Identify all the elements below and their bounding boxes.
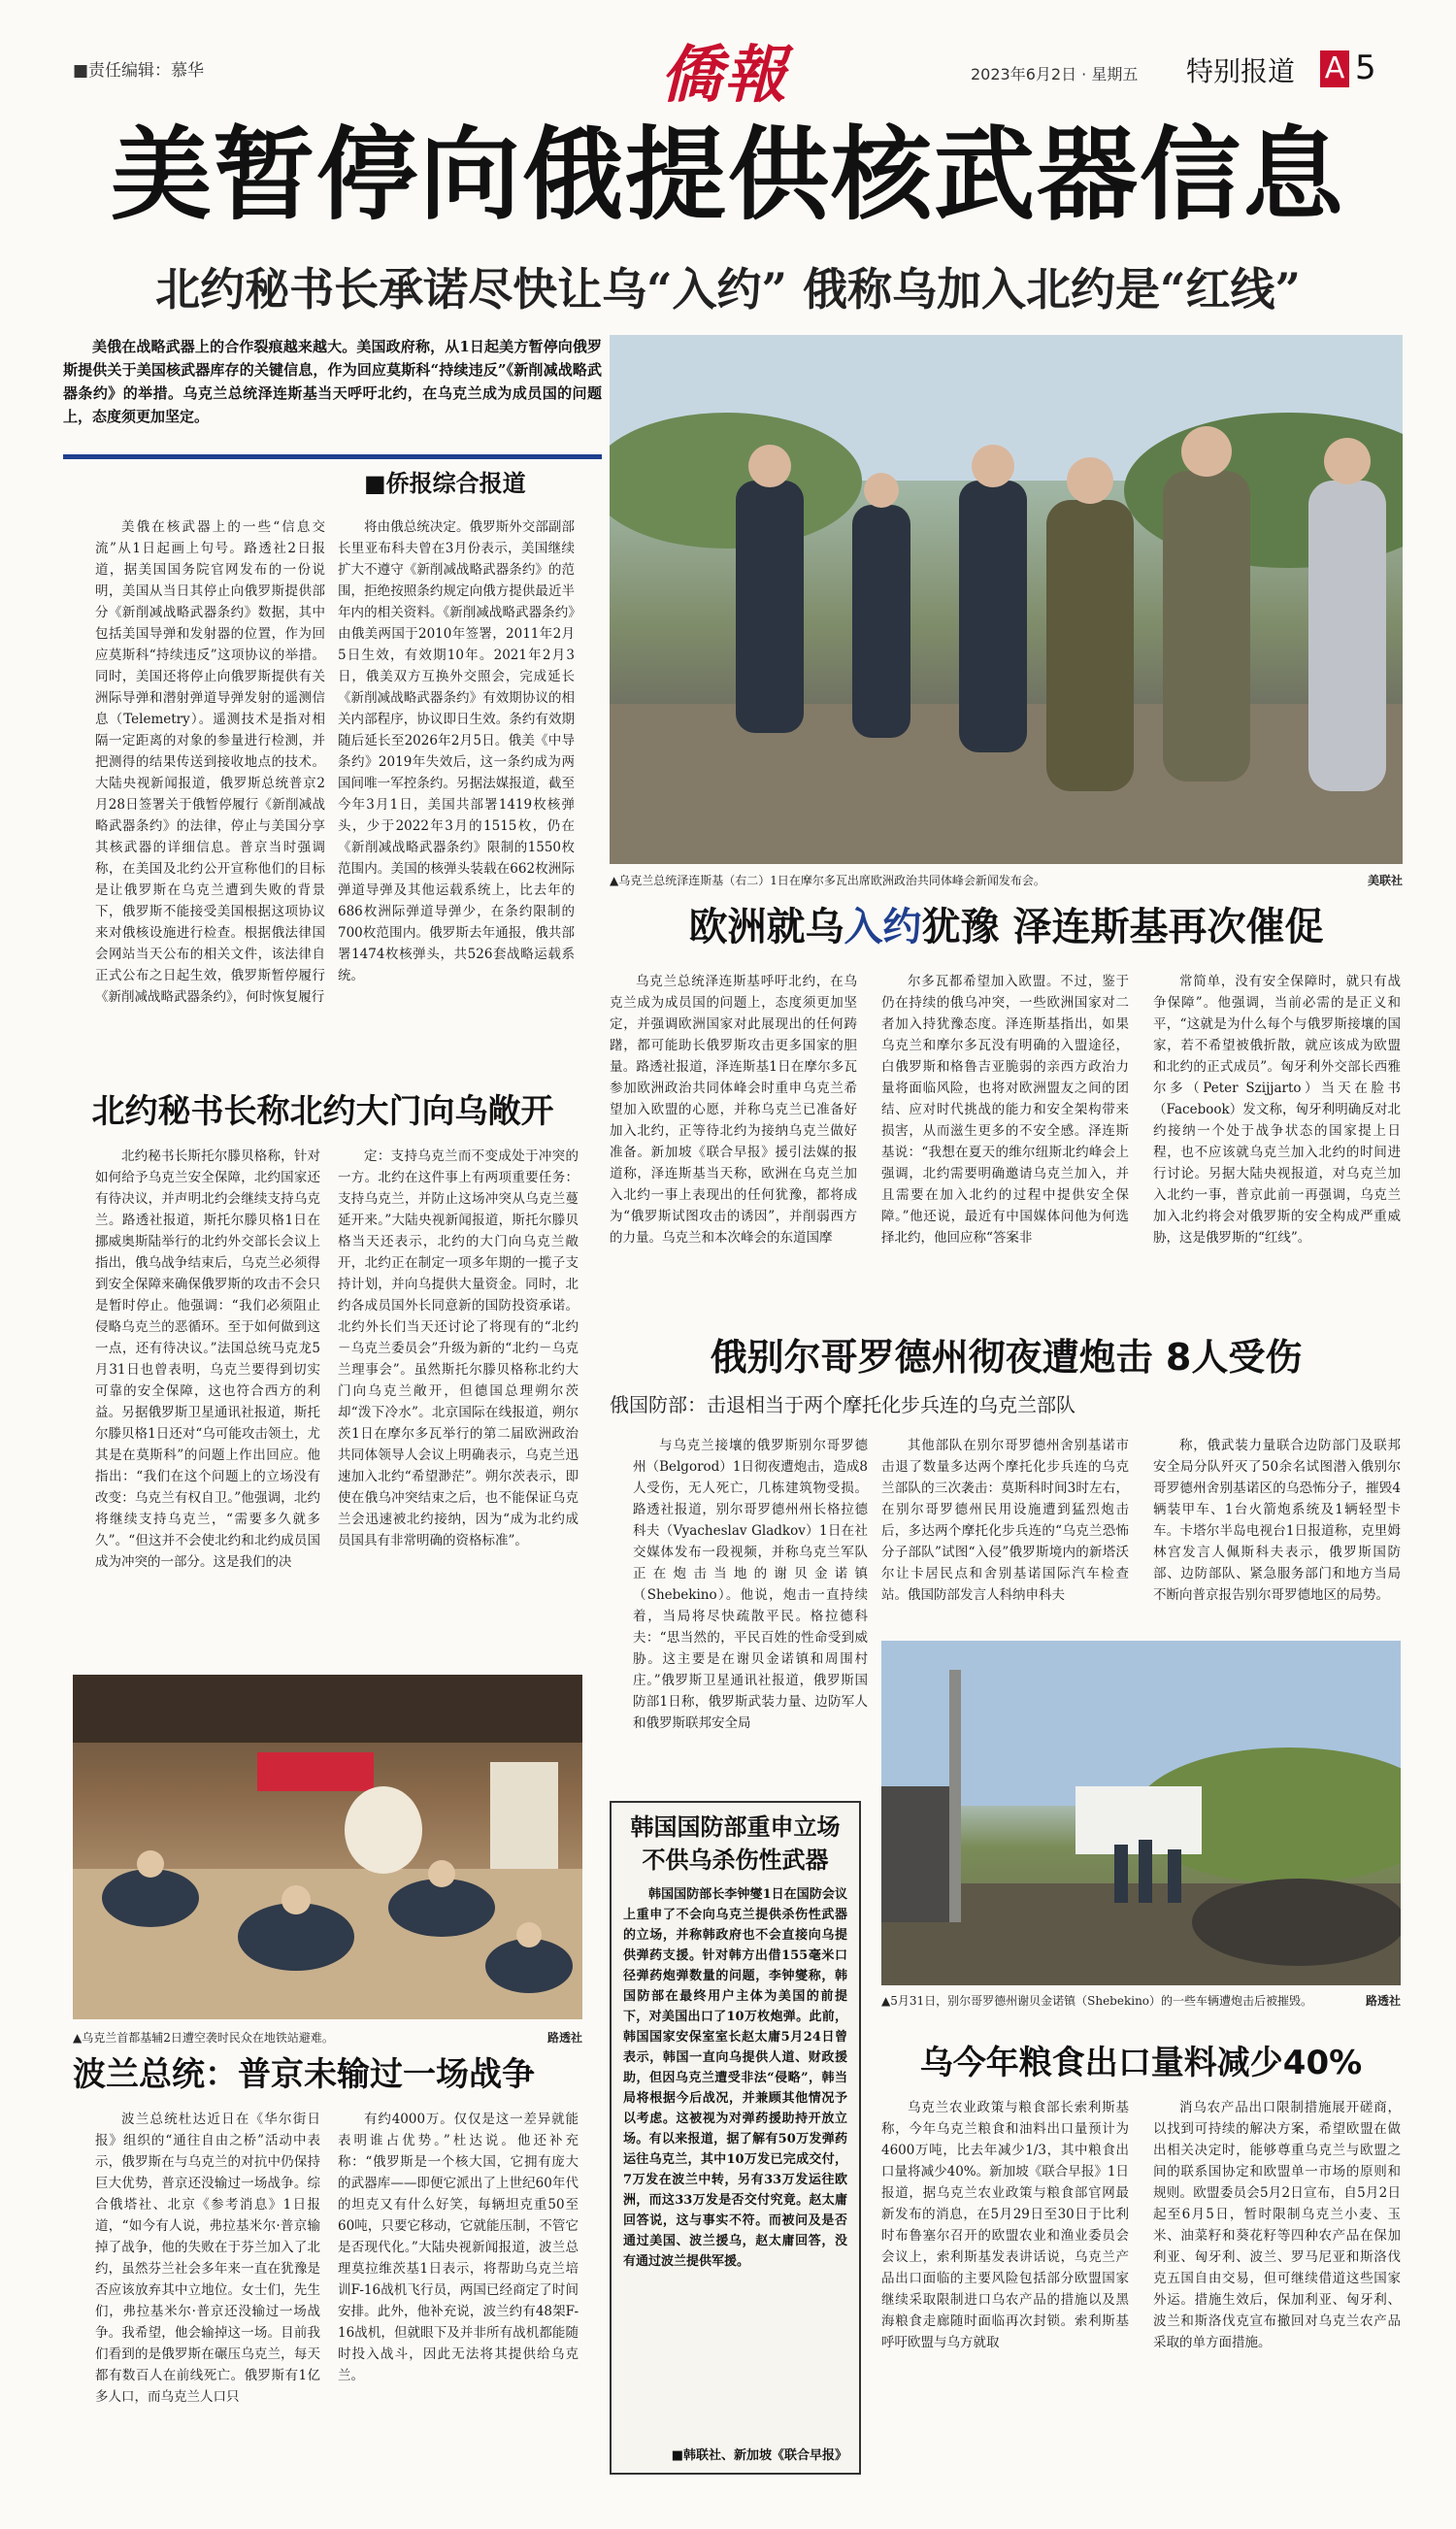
belgorod-subhead: 俄国防部：击退相当于两个摩托化步兵连的乌克兰部队	[610, 1393, 1075, 1416]
belgorod-column-2	[881, 1435, 1129, 1629]
main-column-1	[95, 516, 325, 1060]
nato-col2-text: 定：支持乌克兰而不变成处于冲突的一方。北约在这件事上有两项重要任务：支持乌克兰，并防止这场冲突从乌克兰蔓延开来。”大陆央视新闻报道，斯托尔滕贝格当天还表示，北约的大门向乌克兰敞开，北约正在制定一项多年期的一揽子支持计划，并向乌提供大量资金。同时，北约各成员国外长同意新的国防投资承诺。北约外长们当天还讨论了将现有的“北约－乌克兰委员会”升级为新的“北约－乌克兰理事会”。虽然斯托尔滕贝格称北约大门向乌克兰敞开，但德国总理朔尔茨却“泼下冷水”。北京国际在线报道，朔尔茨1日在摩尔多瓦举行的第二届欧洲政治共同体领导人会议上明确表示，乌克兰迅速加入北约“希望渺茫”。朔尔茨表示，即使在俄乌冲突结束之后，也不能保证乌克兰会迅速被北约接纳，因为“成为北约成员国具有非常明确的资格标准”。	[338, 1148, 579, 1548]
photo3-caption: ▲5月31日，别尔哥罗德州谢贝金诺镇（Shebekino）的一些车辆遭炮击后被摧毁。	[881, 1994, 1313, 2008]
eu-headline-end: 犹豫 泽连斯基再次催促	[921, 905, 1324, 949]
photo2-caption-row	[73, 2029, 582, 2046]
belgorod-headline: 俄别尔哥罗德州彻夜遭炮击 8人受伤	[710, 1336, 1303, 1379]
main-col2-text: 将由俄总统决定。俄罗斯外交部副部长里亚布科夫曾在3月份表示，美国继续扩大不遵守《新削减战略武器条约》的范围，拒绝按照条约规定向俄方提供最近半年内的相关资料。《新削减战略武器条约》由俄美两国于2010年签署，2011年2月5日生效，有效期10年。2021年2月3日，俄美双方互换外交照会，完成延长《新削减战略武器条约》有效期协议的相关内部程序，协议即日生效。条约有效期随后延长至2026年2月5日。俄美《中导条约》2019年失效后，这一条约成为两国间唯一军控条约。另据法媒报道，截至今年3月1日，美国共部署1419枚核弹头，少于2022年3月的1515枚，仍在《新削减战略武器条约》限制的1550枚范围内。美国的核弹头装载在662枚洲际弹道导弹及其他运载系统上，比去年的686枚洲际弹道导弹少，在条约限制的700枚范围内。俄罗斯去年通报，俄共部署1474枚核弹头，共526套战略运载系统。	[338, 519, 575, 983]
belgorod-col3-text: 称，俄武装力量联合边防部门及联邦安全局分队歼灭了50余名试图潜入俄别尔哥罗德州舍别基诺区的乌恐怖分子，摧毁4辆装甲车、1台火箭炮系统及1辆轻型卡车。卡塔尔半岛电视台1日报道称，克里姆林宫发言人佩斯科夫表示，俄罗斯国防部、边防部队、紧急服务部门和地方当局不断向普京报告别尔哥罗德地区的局势。	[1153, 1438, 1401, 1603]
photo-zelensky-moldova	[610, 335, 1403, 864]
main-column-2	[338, 516, 575, 1060]
issue-date: 2023年6月2日 · 星期五	[971, 65, 1139, 83]
photo-illustration	[610, 335, 1403, 864]
main-subhead: 北约秘书长承诺尽快让乌“入约” 俄称乌加入北约是“红线”	[155, 263, 1301, 316]
photo-kyiv-metro	[73, 1675, 582, 2019]
poland-col1-text: 波兰总统杜达近日在《华尔街日报》组织的“通往自由之桥”活动中表示，俄罗斯在与乌克兰的对抗中仍保持巨大优势，普京还没输过一场战争。综合俄塔社、北京《参考消息》1日报道，“如今有人说，弗拉基米尔·普京输掉了战争，他的失败在于芬兰加入了北约，虽然芬兰社会多年来一直在犹豫是否应该放弃其中立地位。女士们，先生们，弗拉基米尔·普京还没输过一场战争。我希望，他会输掉这一场。目前我们看到的是俄罗斯在碾压乌克兰，每天都有数百人在前线死亡。俄罗斯有1亿多人口，而乌克兰人口只	[95, 2112, 320, 2405]
eu-col1-text: 乌克兰总统泽连斯基呼吁北约，在乌克兰成为成员国的问题上，态度须更加坚定，并强调欧洲国家对此展现出的任何踌躇，都可能助长俄罗斯攻击更多国家的胆量。路透社报道，泽连斯基1日在摩尔多瓦参加欧洲政治共同体峰会时重申乌克兰希望加入欧盟的心愿，并称乌克兰已准备好加入北约，正等待北约为接纳乌克兰做好准备。新加坡《联合早报》援引法媒的报道称，泽连斯基当天称，欧洲在乌克兰加入北约一事上表现出的任何犹豫，都将成为“俄罗斯试图攻击的诱因”，并削弱西方的力量。乌克兰和本次峰会的东道国摩	[610, 974, 857, 1246]
belgorod-column-1	[633, 1435, 868, 1789]
grain-headline: 乌今年粮食出口量料减少40%	[919, 2044, 1363, 2082]
belgorod-column-3	[1153, 1435, 1401, 1629]
photo-illustration	[881, 1641, 1401, 1985]
photo2-credit: 路透社	[546, 2031, 582, 2045]
lead-paragraph	[63, 335, 602, 428]
poland-column-1	[95, 2109, 320, 2468]
photo-shebekino-vehicles	[881, 1641, 1401, 1985]
sidebar-title-2: 不供乌杀伤性武器	[642, 1847, 829, 1874]
photo1-credit: 美联社	[1367, 874, 1403, 887]
sidebar-title-1: 韩国国防部重申立场	[630, 1814, 841, 1841]
sidebar-credit: ■韩联社、新加坡《联合早报》	[671, 2448, 847, 2463]
photo1-caption-row	[610, 872, 1403, 889]
nato-headline: 北约秘书长称北约大门向乌敞开	[91, 1092, 554, 1131]
photo-illustration	[73, 1675, 582, 2019]
poland-column-2	[338, 2109, 579, 2468]
lead-text: 美俄在战略武器上的合作裂痕越来越大。美国政府称，从1日起美方暂停向俄罗斯提供关于美国核武器库存的关键信息，作为回应莫斯科“持续违反”《新削减战略武器条约》的举措。乌克兰总统泽连斯基当天呼吁北约，在乌克兰成为成员国的问题上，态度须更加坚定。	[63, 338, 602, 425]
page-letter: A	[1324, 51, 1345, 85]
photo1-caption: ▲乌克兰总统泽连斯基（右二）1日在摩尔多瓦出席欧洲政治共同体峰会新闻发布会。	[610, 874, 1045, 887]
grain-col1-text: 乌克兰农业政策与粮食部长索利斯基称，今年乌克兰粮食和油料出口量预计为4600万吨，比去年减少1/3，其中粮食出口量将减少40%。新加坡《联合早报》1日报道，据乌克兰农业政策与粮食部官网最新发布的消息，在5月29日至30日于比利时布鲁塞尔召开的欧盟农业和渔业委员会会议上，索利斯基发表讲话说，乌克兰产品出口面临的主要风险包括部分欧盟国家继续采取限制进口乌农产品的措施以及黑海粮食走廊随时面临再次封锁。索利斯基呼吁欧盟与乌方就取	[881, 2100, 1129, 2350]
nato-column-2	[338, 1146, 579, 1660]
photo3-credit: 路透社	[1365, 1994, 1401, 2008]
korea-sidebar	[610, 1801, 861, 2475]
main-col1-text: 美俄在核武器上的一些“信息交流”从1日起画上句号。路透社2日报道，据美国国务院官网发布的一份说明，美国从当日其停止向俄罗斯提供部分《新削减战略武器条约》数据，其中包括美国导弹和发射器的位置，作为回应莫斯科“持续违反”这项协议的举措。同时，美国还将停止向俄罗斯提供有关洲际导弹和潜射弹道导弹发射的遥测信息（Telemetry）。遥测技术是指对相隔一定距离的对象的参量进行检测，并把测得的结果传送到接收地点的技术。大陆央视新闻报道，俄罗斯总统普京2月28日签署关于俄暂停履行《新削减战略武器条约》的法律，停止与美国分享其核武器的详细信息。普京当时强调称，在美国及北约公开宣称他们的目标是让俄罗斯在乌克兰遭到失败的背景下，俄罗斯不能接受美国根据这项协议来对俄核设施进行检查。根据俄法律国会网站当天公布的相关文件，该法律自正式公布之日起生效，俄罗斯暂停履行《新削减战略武器条约》，何时恢复履行	[95, 519, 325, 1005]
nato-column-1	[95, 1146, 320, 1660]
eu-headline-start: 欧洲就乌	[688, 905, 844, 949]
section-name: 特别报道	[1186, 55, 1296, 87]
grain-column-2	[1153, 2097, 1401, 2471]
photo3-caption-row	[881, 1992, 1401, 2010]
belgorod-col2-text: 其他部队在别尔哥罗德州舍别基诺市击退了数量多达两个摩托化步兵连的乌克兰部队的三次袭击：莫斯科时间3时左右，在别尔哥罗德州民用设施遭到猛烈炮击后，多达两个摩托化步兵连的“乌克兰恐怖分子部队”试图“入侵”俄罗斯境内的新塔沃尔让卡居民点和舍别基诺国际汽车检查站。俄国防部发言人科纳申科夫	[881, 1438, 1129, 1603]
byline: ■侨报综合报道	[364, 470, 526, 497]
eu-headline-accent: 入约	[844, 905, 922, 949]
editor-credit: ■责任编辑：慕华	[73, 61, 205, 81]
page-number: 5	[1355, 49, 1376, 87]
eu-column-2	[881, 971, 1129, 1301]
lead-rule	[63, 454, 602, 459]
photo2-caption: ▲乌克兰首都基辅2日遭空袭时民众在地铁站避难。	[73, 2031, 334, 2045]
sidebar-body	[623, 1884, 847, 2428]
poland-headline: 波兰总统：普京未输过一场战争	[73, 2055, 535, 2094]
eu-column-1	[610, 971, 857, 1301]
eu-col2-text: 尔多瓦都希望加入欧盟。不过，鉴于仍在持续的俄乌冲突，一些欧洲国家对二者加入持犹豫态度。泽连斯基指出，如果乌克兰和摩尔多瓦没有明确的入盟途径，白俄罗斯和格鲁吉亚脆弱的亲西方政治力量将面临风险，也将对欧洲盟友之间的团结、应对时代挑战的能力和安全架构带来损害，从而滋生更多的不安全感。泽连斯基说：“我想在夏天的维尔纽斯北约峰会上强调，北约需要明确邀请乌克兰加入，并且需要在加入北约的过程中提供安全保障。”他还说，最近有中国媒体问他为何选择北约，他回应称“答案非	[881, 974, 1129, 1246]
nato-col1-text: 北约秘书长斯托尔滕贝格称，针对如何给予乌克兰安全保障，北约国家还有待决议，并声明北约会继续支持乌克兰。路透社报道，斯托尔滕贝格1日在挪威奥斯陆举行的北约外交部长会议上指出，俄乌战争结束后，乌克兰必须得到安全保障来确保俄罗斯的攻击不会只是暂时停止。他强调：“我们必须阻止侵略乌克兰的恶循环。至于如何做到这一点，还有待决议。”法国总统马克龙5月31日也曾表明，乌克兰要得到切实可靠的安全保障，这也符合西方的利益。另据俄罗斯卫星通讯社报道，斯托尔滕贝格1日还对“乌可能攻击领土，尤其是在莫斯科”的问题上作出回应。他指出：“我们在这个问题上的立场没有改变：乌克兰有权自卫。”他强调，北约将继续支持乌克兰，“需要多久就多久”。“但这并不会使北约和北约成员国成为冲突的一部分。这是我们的决	[95, 1148, 320, 1570]
page-letter-badge	[1320, 50, 1349, 87]
poland-col2-text: 有约4000万。仅仅是这一差异就能表明谁占优势。”杜达说。他还补充称：“俄罗斯是一个核大国，它拥有庞大的武器库——即便它派出了上世纪60年代的坦克又有什么好笑，每辆坦克重50至60吨，只要它移动，它就能压制，不管它是否现代化。”大陆央视新闻报道，波兰总理莫拉维茨基1日表示，将帮助乌克兰培训F-16战机飞行员，两国已经商定了时间安排。此外，他补充说，波兰约有48架F-16战机，但就眼下及并非所有战机都能随时投入战斗，因此无法将其提供给乌克兰。	[338, 2112, 579, 2383]
grain-col2-text: 消乌农产品出口限制措施展开磋商，以找到可持续的解决方案，希望欧盟在做出相关决定时，能够尊重乌克兰与欧盟之间的联系国协定和欧盟单一市场的原则和规则。欧盟委员会5月2日宣布，自5月2日起至6月5日，暂时限制乌克兰小麦、玉米、油菜籽和葵花籽等四种农产品在保加利亚、匈牙利、波兰、罗马尼亚和斯洛伐克五国自由交易，但可继续借道这些国家外运。措施生效后，保加利亚、匈牙利、波兰和斯洛伐克宣布撤回对乌克兰农产品采取的单方面措施。	[1153, 2100, 1401, 2350]
eu-headline	[610, 898, 1403, 956]
belgorod-col1-text: 与乌克兰接壤的俄罗斯别尔哥罗德州（Belgorod）1日彻夜遭炮击，造成8人受伤，无人死亡，几栋建筑物受损。路透社报道，别尔哥罗德州州长格拉德科夫（Vyacheslav Gladkov）1日在社交媒体发布一段视频，并称乌克兰军队正在炮击当地的谢贝金诺镇（Shebekino）。他说，炮击一直持续着，当局将尽快疏散平民。格拉德科夫：“思当然的，平民百姓的性命受到威胁。这主要是在谢贝金诺镇和周围村庄。”俄罗斯卫星通讯社报道，俄罗斯国防部1日称，俄罗斯武装力量、边防军人和俄罗斯联邦安全局	[633, 1438, 868, 1731]
main-headline: 美暂停向俄提供核武器信息	[110, 116, 1345, 234]
sidebar-body-text: 韩国国防部长李钟燮1日在国防会议上重申了不会向乌克兰提供杀伤性武器的立场，并称韩政府也不会直接向乌提供弹药支援。针对韩方出借155毫米口径弹药炮弹数量的问题，李钟燮称，韩国防部在最终用户主体为美国的前提下，对美国出口了10万枚炮弹。此前，韩国国家安保室室长赵太庸5月24日曾表示，韩国一直向乌提供人道、财政援助，但因乌克兰遭受非法“侵略”，韩当局将根据今后战况，并兼顾其他情况予以考虑。这被视为对弹药援助持开放立场。有以来报道，据了解有50万发弹药运往乌克兰，其中10万发已完成交付，7万发在波兰中转，另有33万发运往欧洲，而这33万发是否交付究竟。赵太庸回答说，这与事实不符。而被问及是否通过美国、波兰援乌，赵太庸回答，没有通过波兰提供军援。	[623, 1887, 847, 2269]
grain-column-1	[881, 2097, 1129, 2471]
newspaper-logo: 僑報	[660, 39, 788, 112]
eu-column-3	[1153, 971, 1401, 1301]
eu-col3-text: 常简单，没有安全保障时，就只有战争保障”。他强调，当前必需的是正义和平，“这就是为什么每个与俄罗斯接壤的国家，若不希望被俄折散，就应该成为欧盟和北约的正式成员”。匈牙利外交部长西雅尔多（Peter Szijjarto）当天在脸书（Facebook）发文称，匈牙利明确反对北约接纳一个处于战争状态的国家提上日程，也不应该就乌克兰加入北约的时间进行讨论。另据大陆央视报道，对乌克兰加入北约一事，普京此前一再强调，乌克兰加入北约将会对俄罗斯的安全构成严重威胁，这是俄罗斯的“红线”。	[1153, 974, 1401, 1246]
